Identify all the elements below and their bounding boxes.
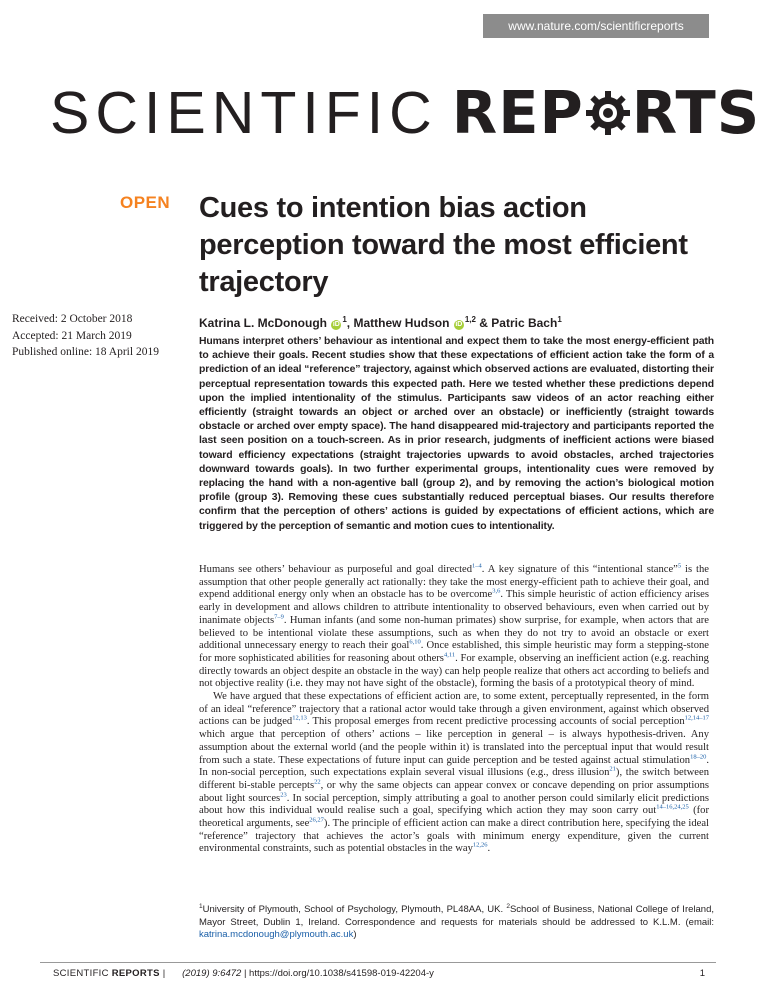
journal-url[interactable]: www.nature.com/scientificreports — [508, 19, 684, 33]
author-separator: , — [346, 316, 354, 330]
affiliation-sup: 1 — [199, 902, 203, 910]
reference-citation-link[interactable]: 12,26 — [472, 841, 488, 849]
journal-logo-rts: RTS — [631, 78, 761, 147]
received-date: Received: 2 October 2018 — [12, 313, 133, 325]
reference-citation-link[interactable]: 23 — [280, 791, 287, 799]
affiliation-text: ) — [353, 929, 357, 940]
body-text-run: Humans see others’ behaviour as purposeful and goal directed — [199, 564, 473, 575]
reference-citation-link[interactable]: 1–4 — [472, 562, 482, 570]
footer-journal-a: SCIENTIFIC — [53, 968, 109, 979]
reference-citation-link[interactable]: 3,6 — [492, 587, 501, 595]
body-text-run: . In social perception, simply attributing a goal to another person could similarly elicit predictions about how this individual would realise such a goal, specifying which action they may soon carry out — [199, 792, 709, 817]
body-text-run: which argue that perception of others’ actions – like perception in general – is always hypothesis-driven. Any assumption about the external world (and the people within it) is translated into the perceptual input that would result from such a state. These expectations of future input can guide perception and be tested against actual stimulation — [199, 729, 709, 766]
orcid-icon[interactable]: iD — [332, 321, 340, 328]
footer-separator: | — [162, 968, 166, 979]
author-affiliation-sup: 1 — [557, 315, 562, 324]
body-paragraph — [199, 691, 709, 856]
affiliation-footnote — [199, 904, 714, 942]
page-footer — [53, 967, 713, 981]
body-text-run: . For example, observing an inefficient action (e.g. reaching directly towards an object despite an obstacle in the way) can help people realize that others act according to beliefs and not objective reality (i.e. they may not have sight of the obstacle), forming the basis of a prototypical theory of mind. — [199, 652, 709, 690]
author-name[interactable]: Matthew Hudson — [353, 316, 450, 330]
footer-journal-b: REPORTS — [111, 968, 160, 979]
reference-citation-link[interactable]: 4,11 — [443, 651, 456, 659]
journal-logo-word-scientific: SCIENTIFIC — [50, 80, 438, 146]
open-access-label: OPEN — [120, 193, 171, 212]
body-text-run: . A key signature of this “intentional stance” — [481, 564, 678, 575]
body-text-run: (for theoretical arguments, see — [199, 805, 709, 830]
journal-url-tab[interactable] — [483, 14, 709, 38]
author-separator: & — [475, 316, 492, 330]
footer-citation: (2019) 9:6472 — [182, 968, 242, 979]
article-title: Cues to intention bias action perception toward the most efficient trajectory — [199, 192, 688, 298]
orcid-icon[interactable]: iD — [455, 321, 463, 328]
body-paragraph — [199, 564, 709, 691]
gear-logo-icon — [585, 90, 631, 136]
body-text-run: , or why the same objects can appear convex or concave depending on prior assumptions about light sources — [199, 779, 709, 804]
article-dates — [12, 311, 182, 361]
correspondence-email-link[interactable]: katrina.mcdonough@plymouth.ac.uk — [199, 929, 354, 940]
author-list — [199, 312, 719, 331]
reference-citation-link[interactable]: 18–20 — [690, 753, 707, 761]
affiliation-text: School of Business, National College of Ireland, Mayor Street, Dublin 1, Ireland. Correspondence and requests for materials should be addressed to K.L.M. (email: — [199, 904, 714, 928]
reference-citation-link[interactable]: 21 — [609, 765, 616, 773]
reference-citation-link[interactable]: 12,13 — [292, 714, 307, 722]
reference-citation-link[interactable]: 5 — [677, 562, 682, 570]
footer-journal — [53, 968, 166, 979]
author-affiliation-sup: 1 — [342, 315, 347, 324]
published-date: Published online: 18 April 2019 — [12, 346, 159, 358]
author-name[interactable]: Patric Bach — [491, 316, 558, 330]
journal-logo — [50, 73, 761, 153]
reference-citation-link[interactable]: 26,27 — [309, 816, 324, 824]
abstract: Humans interpret others’ behaviour as intentional and expect them to take the most energy-efficient path to achieve their goals. Recent studies show that these expectations of efficient action take the form of a prediction of an ideal “reference” trajectory, against which observed actions are evaluated, distorting their perceptual representation towards this expected path. Here we tested whether these predictions depend upon the implied intentionality of the stimulus. Participants saw videos of an actor reaching either efficiently (straight towards an object or arched over an obstacle) or inefficiently (straight towards obstacle or arched over empty space). The hand disappeared mid-trajectory and participants reported the last seen position on a touch-screen. As in prior research, judgments of inefficient actions were biased toward efficiency expectations (straight trajectories upwards to avoid obstacles, arched trajectories downward towards goals). In two further experimental groups, intentionality cues were removed by replacing the hand with a non-agentive ball (group 2), and by removing the action’s biological motion profile (group 3). Removing these cues substantially reduced perceptual biases. Our results therefore confirm that the perception of others’ actions is guided by expectations of efficient actions, which are triggered by the perception of semantic and motion cues to intentionality. — [199, 336, 714, 532]
affiliation-text: University of Plymouth, School of Psychology, Plymouth, PL48AA, UK. — [202, 904, 507, 915]
body-text-run: We have argued that these expectations of efficient action are, to some extent, perceptually represented, in the form of an ideal “reference” trajectory that a rational actor would take through a given environment, against which observed actions can be judged — [199, 691, 709, 728]
reference-citation-link[interactable]: 6,10 — [409, 638, 421, 646]
article-body — [199, 564, 709, 856]
accepted-date: Accepted: 21 March 2019 — [12, 329, 132, 342]
body-text-run: ). The principle of efficient action can make a direct contribution here, specifying the ideal “reference” trajectory that achieves the actor’s goals with minimum energy expenditure, given the current environmental constraints, such as potential obstacles in the way — [199, 818, 709, 855]
author-affiliation-sup: 1,2 — [464, 315, 476, 324]
reference-citation-link[interactable]: 14–16,24,25 — [656, 803, 689, 811]
author-name[interactable]: Katrina L. McDonough — [199, 316, 327, 330]
body-text-run: . In non-social perception, such expectations explain several visual illusions (e.g., dress illusion — [199, 754, 709, 779]
body-text-run: . Human infants (and some non-human primates) show surprise, for example, when actors that are believed to be intentional violate these assumptions, such as when they do not try to avoid an obstacle or exert additional unnecessary energy to reach their goal — [199, 614, 709, 652]
reference-citation-link[interactable]: 7–9 — [274, 613, 284, 621]
footer-doi-link[interactable]: | https://doi.org/10.1038/s41598-019-42204-y — [241, 968, 434, 979]
journal-logo-word-reports — [452, 78, 761, 147]
body-text-run: . This simple heuristic of action efficiency arises early in development and allows children to attribute intentionality to observed behaviours, even when carried out by inanimate objects — [199, 589, 709, 626]
reference-citation-link[interactable]: 22 — [314, 778, 321, 786]
footer-divider — [40, 962, 716, 963]
body-text-run: . This proposal emerges from recent predictive processing accounts of social perception — [306, 716, 685, 728]
reference-citation-link[interactable]: 12,14–17 — [684, 714, 709, 722]
page-number: 1 — [699, 968, 705, 979]
body-text-run: . Once established, this simple heuristic may form a stepping-stone for more sophisticated abilities for reasoning about others — [199, 640, 709, 664]
body-text-run: . — [487, 843, 491, 855]
affiliation-sup: 2 — [506, 902, 510, 910]
body-text-run: ), the switch between different bi-stable percepts — [199, 767, 709, 791]
journal-logo-rep: REP — [451, 78, 584, 147]
body-text-run: is the assumption that other people generally act rationally: they take the most energy-efficient path to achieve their goal, and expend additional energy only when an obstacle has to be overcome — [199, 564, 709, 601]
